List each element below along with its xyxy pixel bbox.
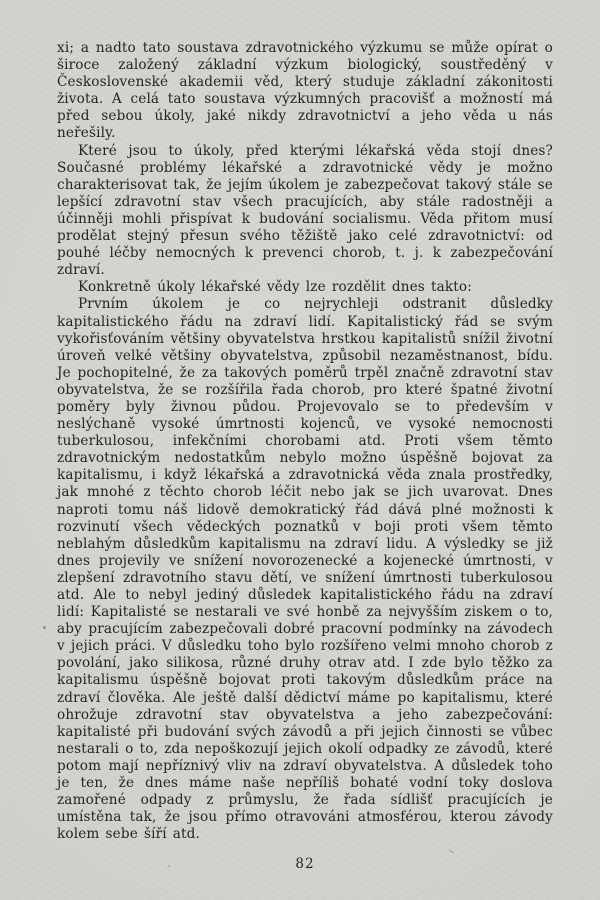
scan-speck <box>43 626 46 629</box>
paragraph: Které jsou to úkoly, před kterými lékařská věda stojí dnes? Současné problémy lékařské a zdravotnické vědy je možno charakterisovat tak, že jejím úkolem je zabezpečovat takový stále se lepšící zdravotní stav všech pracujících, aby stále radostněji a účinněji mohli přispívat k budování socialismu. Věda přitom musí prodělat stejný přesun svého těžiště jako celé zdravotnictví: od pouhé léčby nemocných k prevenci chorob, t. j. k zabezpečování zdraví. <box>57 142 553 279</box>
page-number: 82 <box>295 856 315 873</box>
paragraph: Konkretně úkoly lékařské vědy lze rozdělit dnes takto: <box>78 279 472 296</box>
page-text-block <box>57 40 553 874</box>
paragraph: Prvním úkolem je co nejrychleji odstranit důsledky kapitalistického řádu na zdraví lidí. Kapitalistický řád se svým vykořisťováním většiny obyvatelstva hrstkou kapitalistů snížil životní úroveň velké většiny obyvatelstva, způsobil nezaměstnanost, bídu. Je pochopitelné, že za takových poměrů trpěl značně zdravotní stav obyvatelstva, že se rozšířila řada chorob, pro které špatné životní poměry byly živnou půdou. Projevovalo se to především v neslýchaně vysoké úmrtnosti kojenců, ve vysoké nemocnosti tuberkulosou, infekčními chorobami atd. Proti všem těmto zdravotnickým nedostatkům nebylo možno úspěšně bojovat za kapitalismu, i když lékařská a zdravotnická věda znala prostředky, jak mnohé z těchto chorob léčit nebo jak se jich uvarovat. Dnes naproti tomu náš lidově demokratický řád dává plné možnosti k rozvinutí všech vědeckých poznatků v boji proti všem těmto neblahým důsledkům kapitalismu na zdraví lidu. A výsledky se již dnes projevily ve snížení novorozenecké a kojenecké úmrtnosti, v zlepšení zdravotního stavu dětí, ve snížení úmrtnosti tuberkulosou atd. Ale to nebyl jediný důsledek kapitalistického řádu na zdraví lidí: Kapitalisté se nestarali ve své honbě za nejvyšším ziskem o to, aby pracujícím zabezpečovali dobré pracovní podmínky na závodech v jejich práci. V důsledku toho bylo rozšířeno velmi mnoho chorob z povolání, jako silikosa, různé druhy otrav atd. I zde bylo těžko za kapitalismu úspěšně bojovat proti takovým důsledkům práce na zdraví člověka. Ale ještě další dědictví máme po kapitalismu, které ohrožuje zdravotní stav obyvatelstva a jeho zabezpečování: kapitalisté při budování svých závodů a při jejich činnosti se vůbec nestarali o to, zda nepoškozují jejich okolí odpadky ze závodů, které potom mají nepříznivý vliv na zdraví obyvatelstva. A důsledek toho je ten, že dnes máme naše nepříliš bohaté vodní toky doslova zamořené odpady z průmyslu, že řada sídlišť pracujících je umístěna tak, že jsou přímo otravováni atmosférou, kterou závody kolem sebe šíří atd. <box>57 296 553 843</box>
scan-speck <box>168 865 170 867</box>
paragraph-continuation: xi; a nadto tato soustava zdravotnického výzkumu se může opírat o široce založený základní výzkum biologický, soustředěný v Československé akademii věd, který studuje základní zákonitosti života. A celá tato soustava výzkumných pracovišť a možností má před sebou úkoly, jaké nikdy zdravotnictví a jeho věda u nás neřešily. <box>57 40 553 142</box>
